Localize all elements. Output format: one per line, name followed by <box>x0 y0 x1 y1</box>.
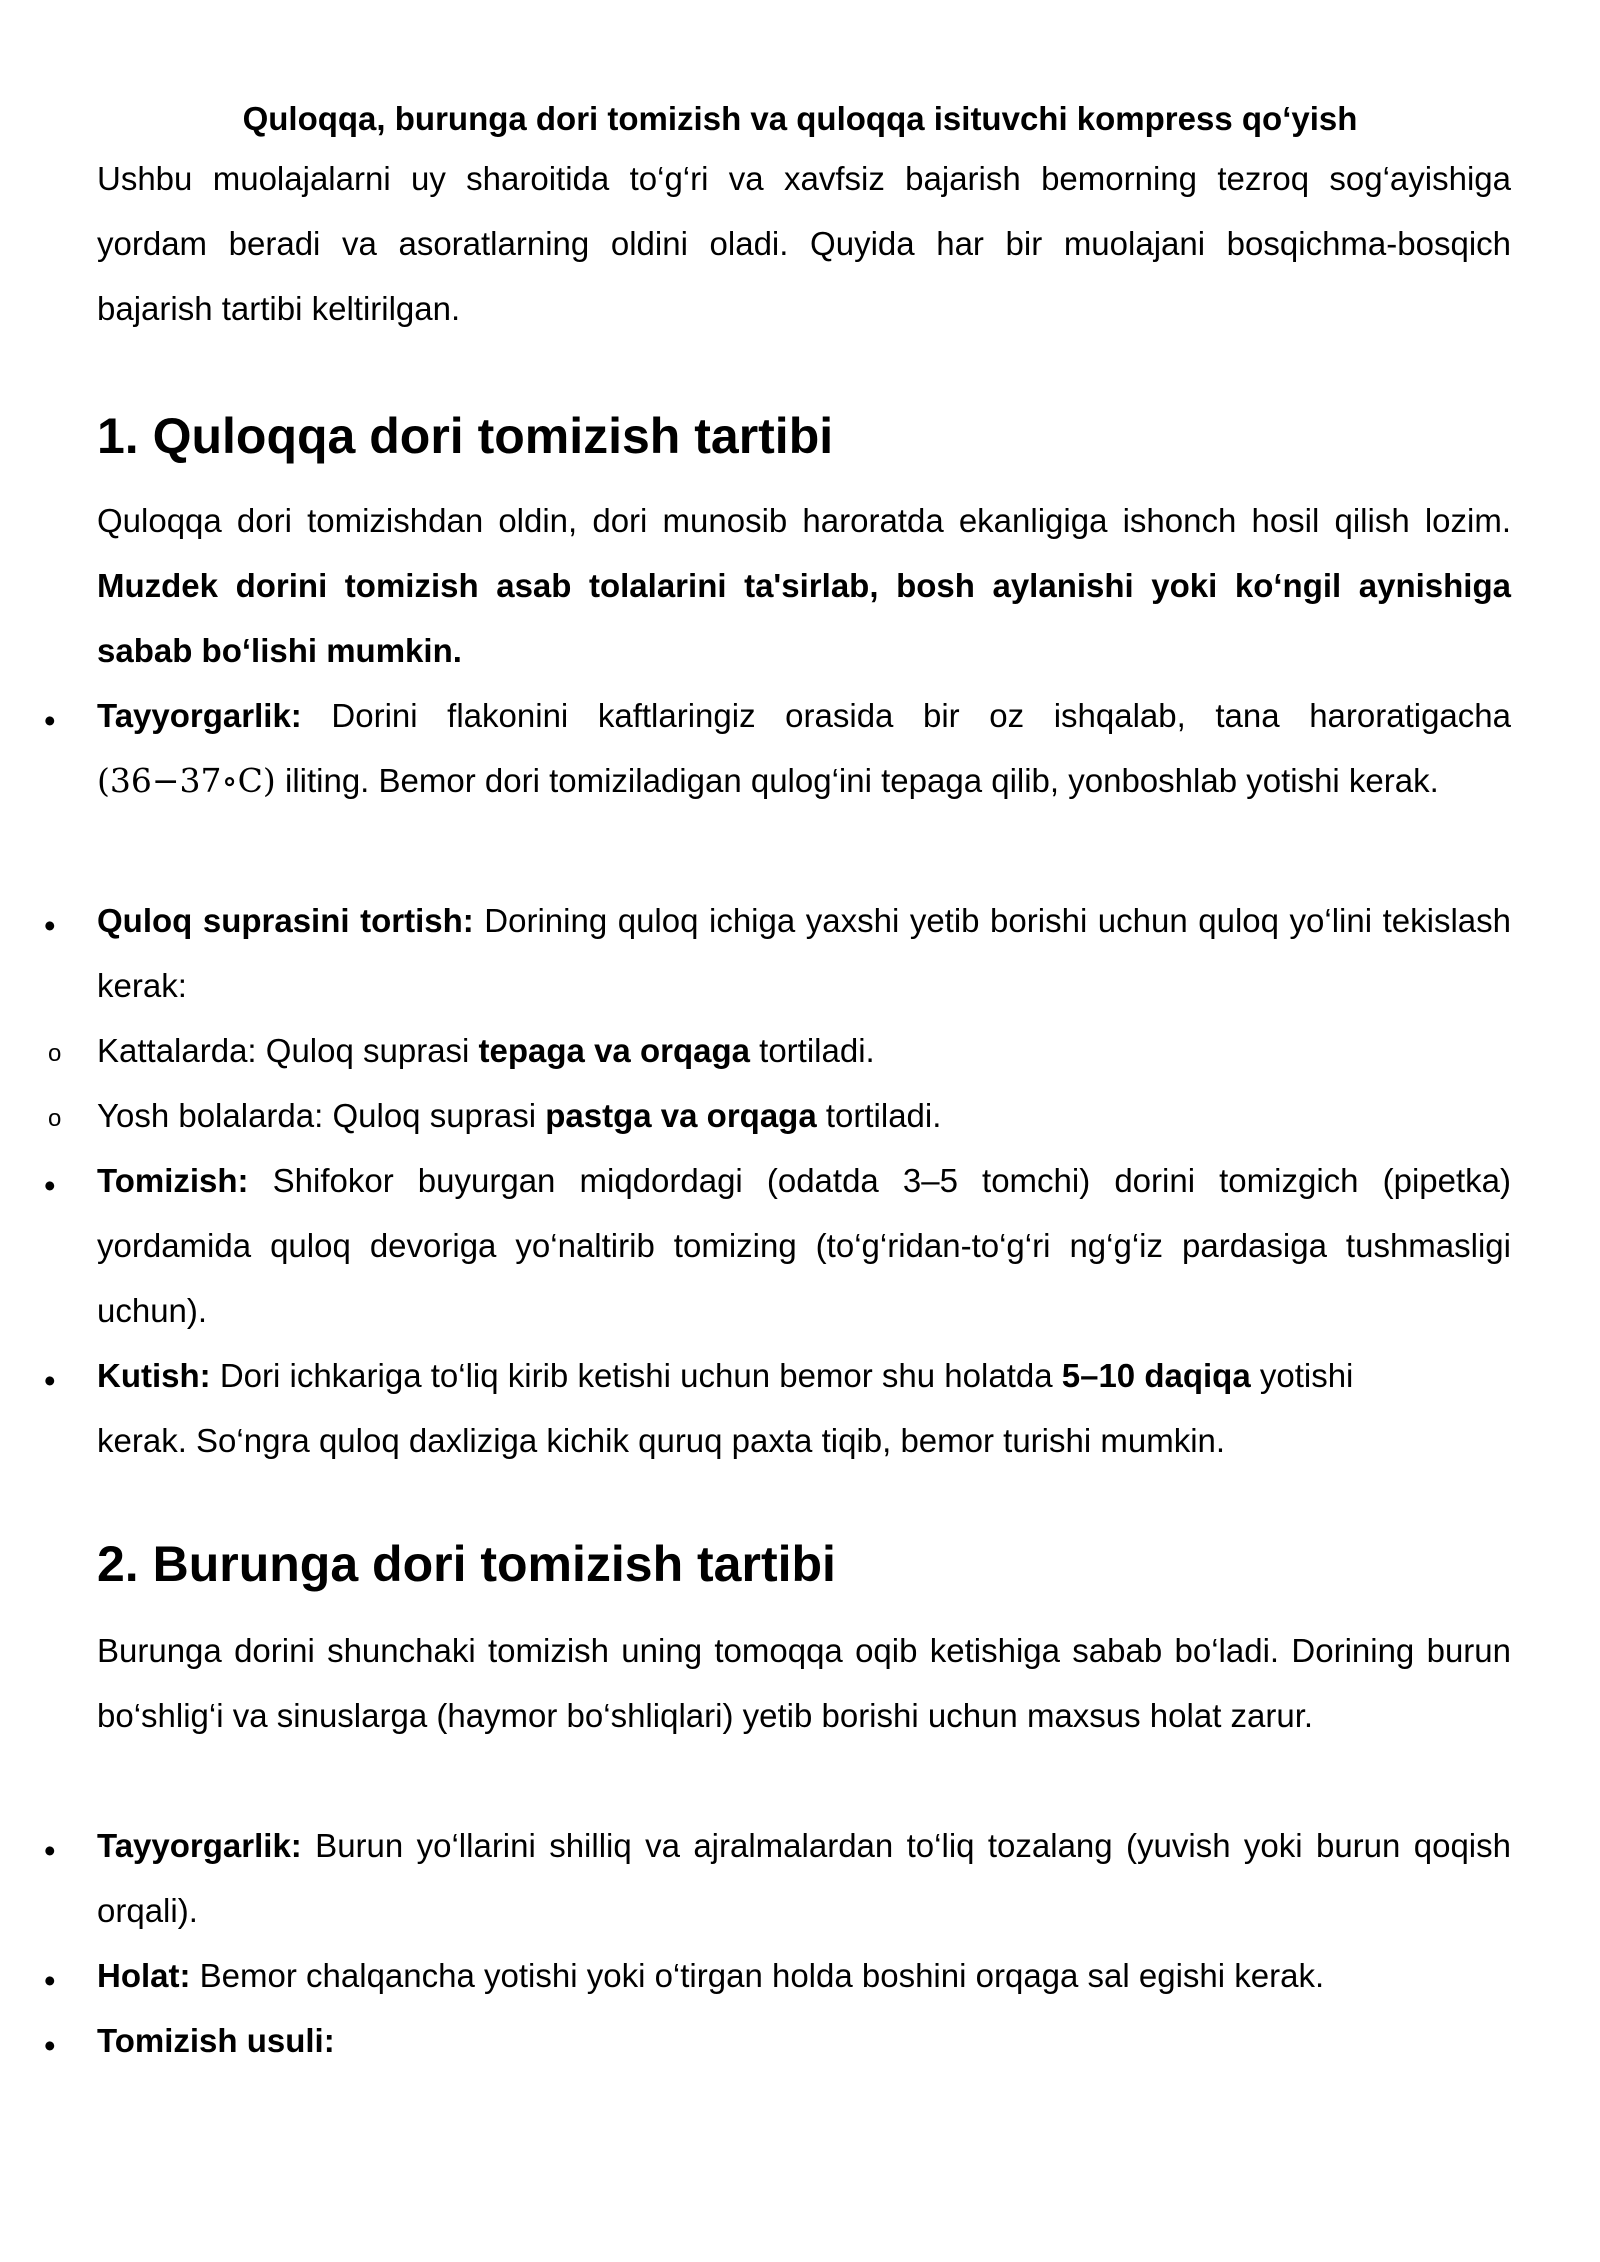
bullet-icon: • <box>44 2027 56 2064</box>
s1-item-instillation-text: Shifokor buyurgan miqdordagi (odatda 3–5 tomchi) dorini tomizgich (pipetka) yordamida quloq devoriga yo‘naltirib tomizing (to‘g‘ridan-to‘g‘ri ng‘g‘iz pardasiga tushmasligi uchun). <box>97 1162 1511 1329</box>
section-1-intro <box>97 488 1511 683</box>
s1-item-instillation-label: Tomizish: <box>97 1162 249 1199</box>
sub-bullet-icon: o <box>48 1040 62 1067</box>
section-1-warning: Muzdek dorini tomizish asab tolalarini ta'sirlab, bosh aylanishi yoki ko‘ngil aynishiga sabab bo‘lishi mumkin. <box>97 567 1511 669</box>
s1-item-pull-auricle-label: Quloq suprasini tortish: <box>97 902 474 939</box>
s2-item-preparation <box>97 1813 1511 1943</box>
s2-item-preparation-text: Burun yo‘llarini shilliq va ajralmalardan to‘liq tozalang (yuvish yoki burun qoqish orqali). <box>97 1827 1511 1929</box>
s1-item-preparation-text: Dorini flakonini kaftlaringiz orasida bir oz ishqalab, tana haroratigacha <box>301 697 1511 734</box>
intro-paragraph: Ushbu muolajalarni uy sharoitida to‘g‘ri va xavfsiz bajarish bemorning tezroq sog‘ayishiga yordam beradi va asoratlarning oldini oladi. Quyida har bir muolajani bosqichma-bosqich bajarish tartibi keltirilgan. <box>97 160 1511 327</box>
s1-item-waiting-label: Kutish: <box>97 1357 211 1394</box>
s1-subitem-children <box>97 1083 1511 1148</box>
s2-item-position-text: Bemor chalqancha yotishi yoki o‘tirgan holda boshini orqaga sal egishi kerak. <box>190 1957 1325 1994</box>
s2-item-preparation-label: Tayyorgarlik: <box>97 1827 302 1864</box>
s1-item-instillation <box>97 1148 1511 1343</box>
section-1-heading: 1. Quloqqa dori tomizish tartibi <box>97 408 834 464</box>
s1-item-preparation <box>97 683 1511 813</box>
s2-item-position <box>97 1943 1511 2008</box>
document-title: Quloqqa, burunga dori tomizish va quloqqa isituvchi kompress qo‘yish <box>242 100 1358 137</box>
s1-subitem-children-end: tortiladi. <box>816 1097 942 1134</box>
s1-item-pull-auricle-text: Dorining quloq ichiga yaxshi yetib borishi uchun quloq yo‘lini tekislash kerak: <box>97 902 1511 1004</box>
s1-item-waiting <box>97 1343 1567 1408</box>
bullet-icon: • <box>44 702 56 739</box>
s2-item-method-label: Tomizish usuli: <box>97 2022 335 2059</box>
s1-item-pull-auricle <box>97 888 1511 1018</box>
s2-item-position-label: Holat: <box>97 1957 191 1994</box>
s1-subitem-adults-end: tortiladi. <box>749 1032 875 1069</box>
bullet-icon: • <box>44 1362 56 1399</box>
section-1-intro-text: Quloqqa dori tomizishdan oldin, dori munosib haroratda ekanligiga ishonch hosil qilish lozim. <box>97 502 1511 539</box>
s1-item-waiting-text: Dori ichkariga to‘liq kirib ketishi uchun bemor shu holatda <box>210 1357 1062 1394</box>
bullet-icon: • <box>44 1167 56 1204</box>
bullet-icon: • <box>44 1832 56 1869</box>
s1-item-preparation-text-2: iliting. Bemor dori tomiziladigan qulog‘ini tepaga qilib, yonboshlab yotishi kerak. <box>275 762 1439 799</box>
s1-item-waiting-duration: 5–10 daqiqa <box>1061 1357 1251 1394</box>
s1-subitem-children-direction: pastga va orqaga <box>545 1097 817 1134</box>
s1-subitem-children-text: Yosh bolalarda: Quloq suprasi <box>97 1097 546 1134</box>
s1-item-waiting-end: yotishi <box>1250 1357 1354 1394</box>
sub-bullet-icon: o <box>48 1105 62 1132</box>
bullet-icon: • <box>44 907 56 944</box>
s1-subitem-adults-text: Kattalarda: Quloq suprasi <box>97 1032 479 1069</box>
bullet-icon: • <box>44 1962 56 1999</box>
s1-subitem-adults <box>97 1018 1511 1083</box>
section-2-intro: Burunga dorini shunchaki tomizish uning tomoqqa oqib ketishiga sabab bo‘ladi. Dorining burun bo‘shlig‘i va sinuslarga (haymor bo‘shliqlari) yetib borishi uchun maxsus holat zarur. <box>97 1632 1511 1734</box>
s1-item-waiting-line2: kerak. So‘ngra quloq daxliziga kichik quruq paxta tiqib, bemor turishi mumkin. <box>97 1422 1226 1459</box>
section-2-heading: 2. Burunga dori tomizish tartibi <box>97 1536 836 1592</box>
s1-subitem-adults-direction: tepaga va orqaga <box>478 1032 750 1069</box>
s2-item-method <box>97 2008 1511 2073</box>
temperature-range: (36−37∘C) <box>97 761 276 800</box>
s1-item-preparation-label: Tayyorgarlik: <box>97 697 302 734</box>
